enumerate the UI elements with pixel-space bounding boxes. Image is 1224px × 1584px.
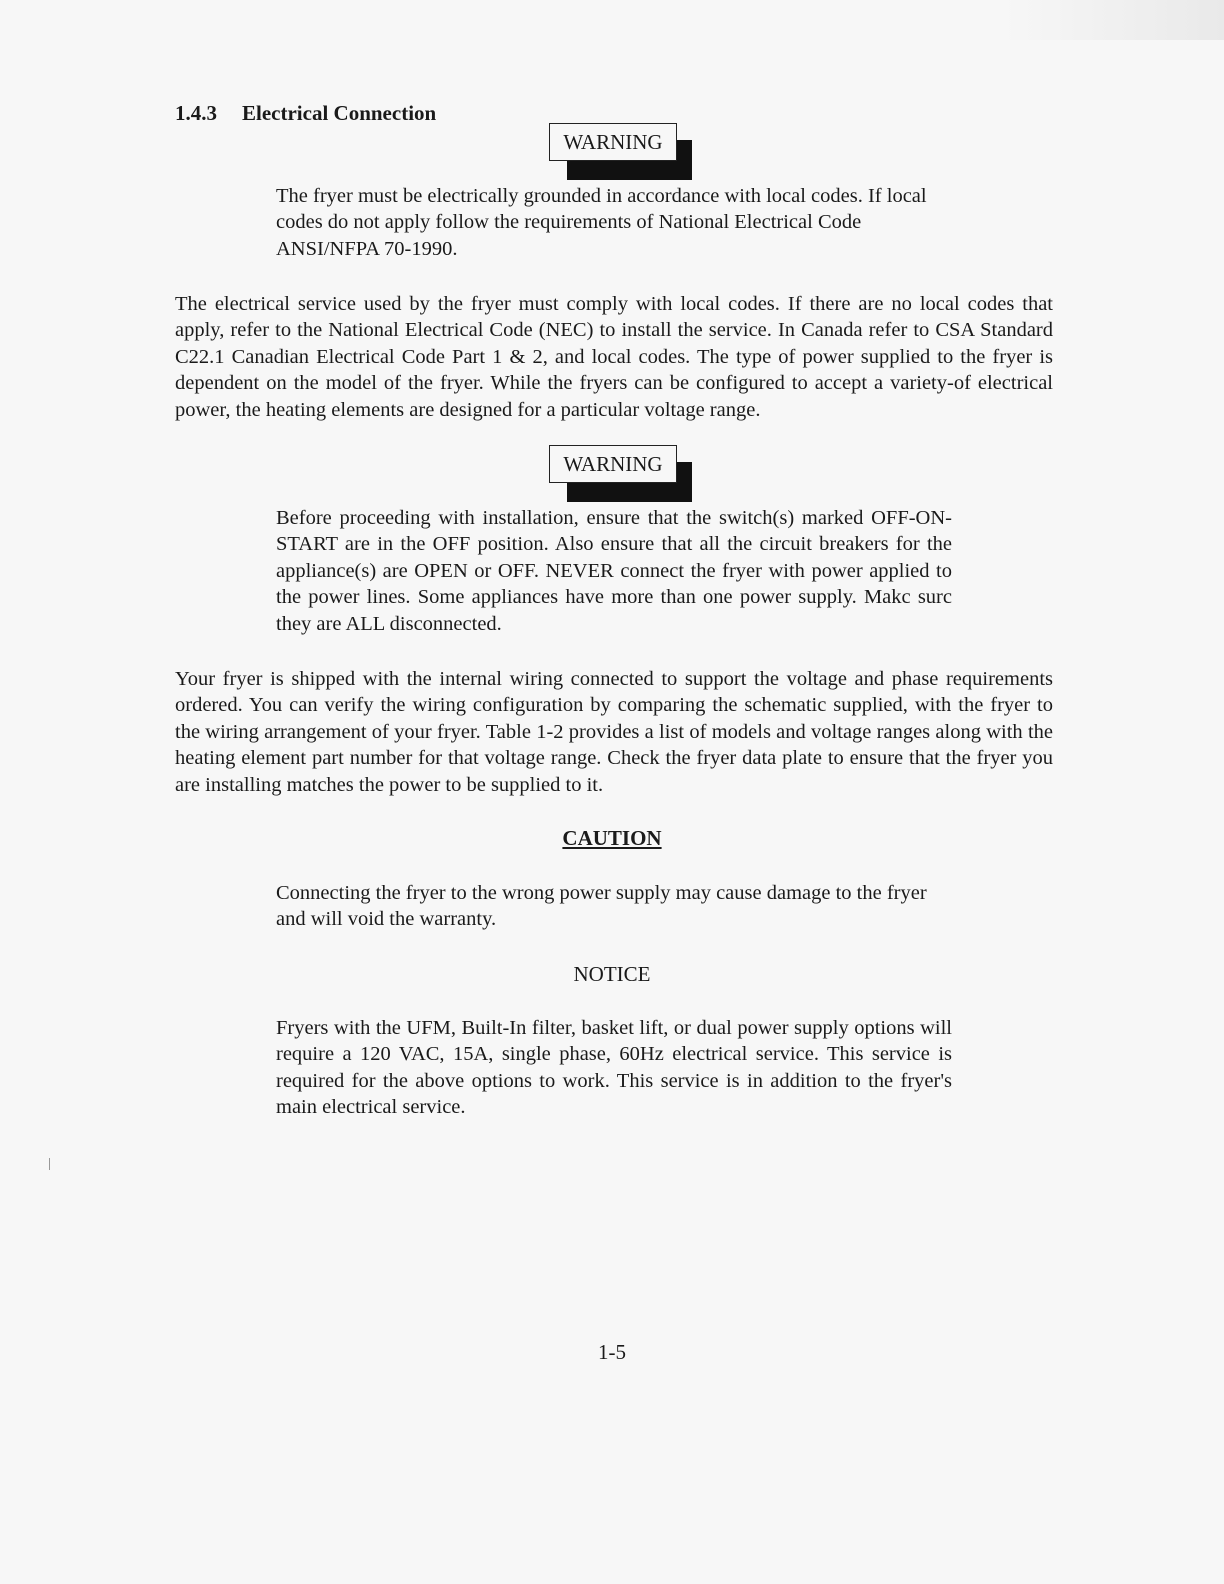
warning-box-shadow-bottom [567, 161, 692, 180]
wiring-paragraph: Your fryer is shipped with the internal wiring connected to support the voltage and phase requirements ordered. You can verify the wiring configuration by comparing the schematic supplied, with the fryer to the wiring arrangement of your fryer. Table 1-2 provides a list of models and voltage ranges along with the heating element part number for that voltage range. Check the fryer data plate to ensure that the fryer you are installing matches the power to be supplied to it. [175, 668, 1053, 796]
warning-disconnect-text: Before proceeding with installation, ensure that the switch(s) marked OFF-ON-START are in the OFF position. Also ensure that all the circuit breakers for the appliance(s) are OPEN or OFF. NEVER connect the fryer with power applied to the power lines. Some appliances have more than one power supply. Makc surc they are ALL disconnected. [276, 507, 952, 635]
section-heading [175, 101, 436, 126]
caution-text: Connecting the fryer to the wrong power supply may cause damage to the fryer and will void the warranty. [276, 882, 927, 931]
notice-heading: NOTICE [573, 962, 651, 986]
warning-box-shadow-bottom [567, 483, 692, 502]
section-number: 1.4.3 [175, 101, 217, 125]
page-edge-shadow [1004, 0, 1224, 40]
warning-box: WARNING [549, 445, 677, 483]
electrical-service-paragraph: The electrical service used by the fryer must comply with local codes. If there are no local codes that apply, refer to the National Electrical Code (NEC) to install the service. In Canada refer to CSA Standard C22.1 Canadian Electrical Code Part 1 & 2, and local codes. The type of power supplied to the fryer is dependent on the model of the fryer. While the fryers can be configured to accept a variety-of electrical power, the heating elements are designed for a particular voltage range. [175, 293, 1053, 421]
warning-grounding-text: The fryer must be electrically grounded in accordance with local codes. If local codes do not apply follow the requirements of National Electrical Code ANSI/NFPA 70-1990. [276, 185, 927, 260]
notice-text: Fryers with the UFM, Built-In filter, basket lift, or dual power supply options will require a 120 VAC, 15A, single phase, 60Hz electrical service. This service is required for the above options to work. This service is in addition to the fryer's main electrical service. [276, 1017, 952, 1119]
page-number: 1-5 [598, 1340, 626, 1364]
caution-heading: CAUTION [562, 826, 662, 850]
scan-mark [49, 1158, 50, 1170]
section-title: Electrical Connection [242, 101, 437, 125]
warning-box: WARNING [549, 123, 677, 161]
